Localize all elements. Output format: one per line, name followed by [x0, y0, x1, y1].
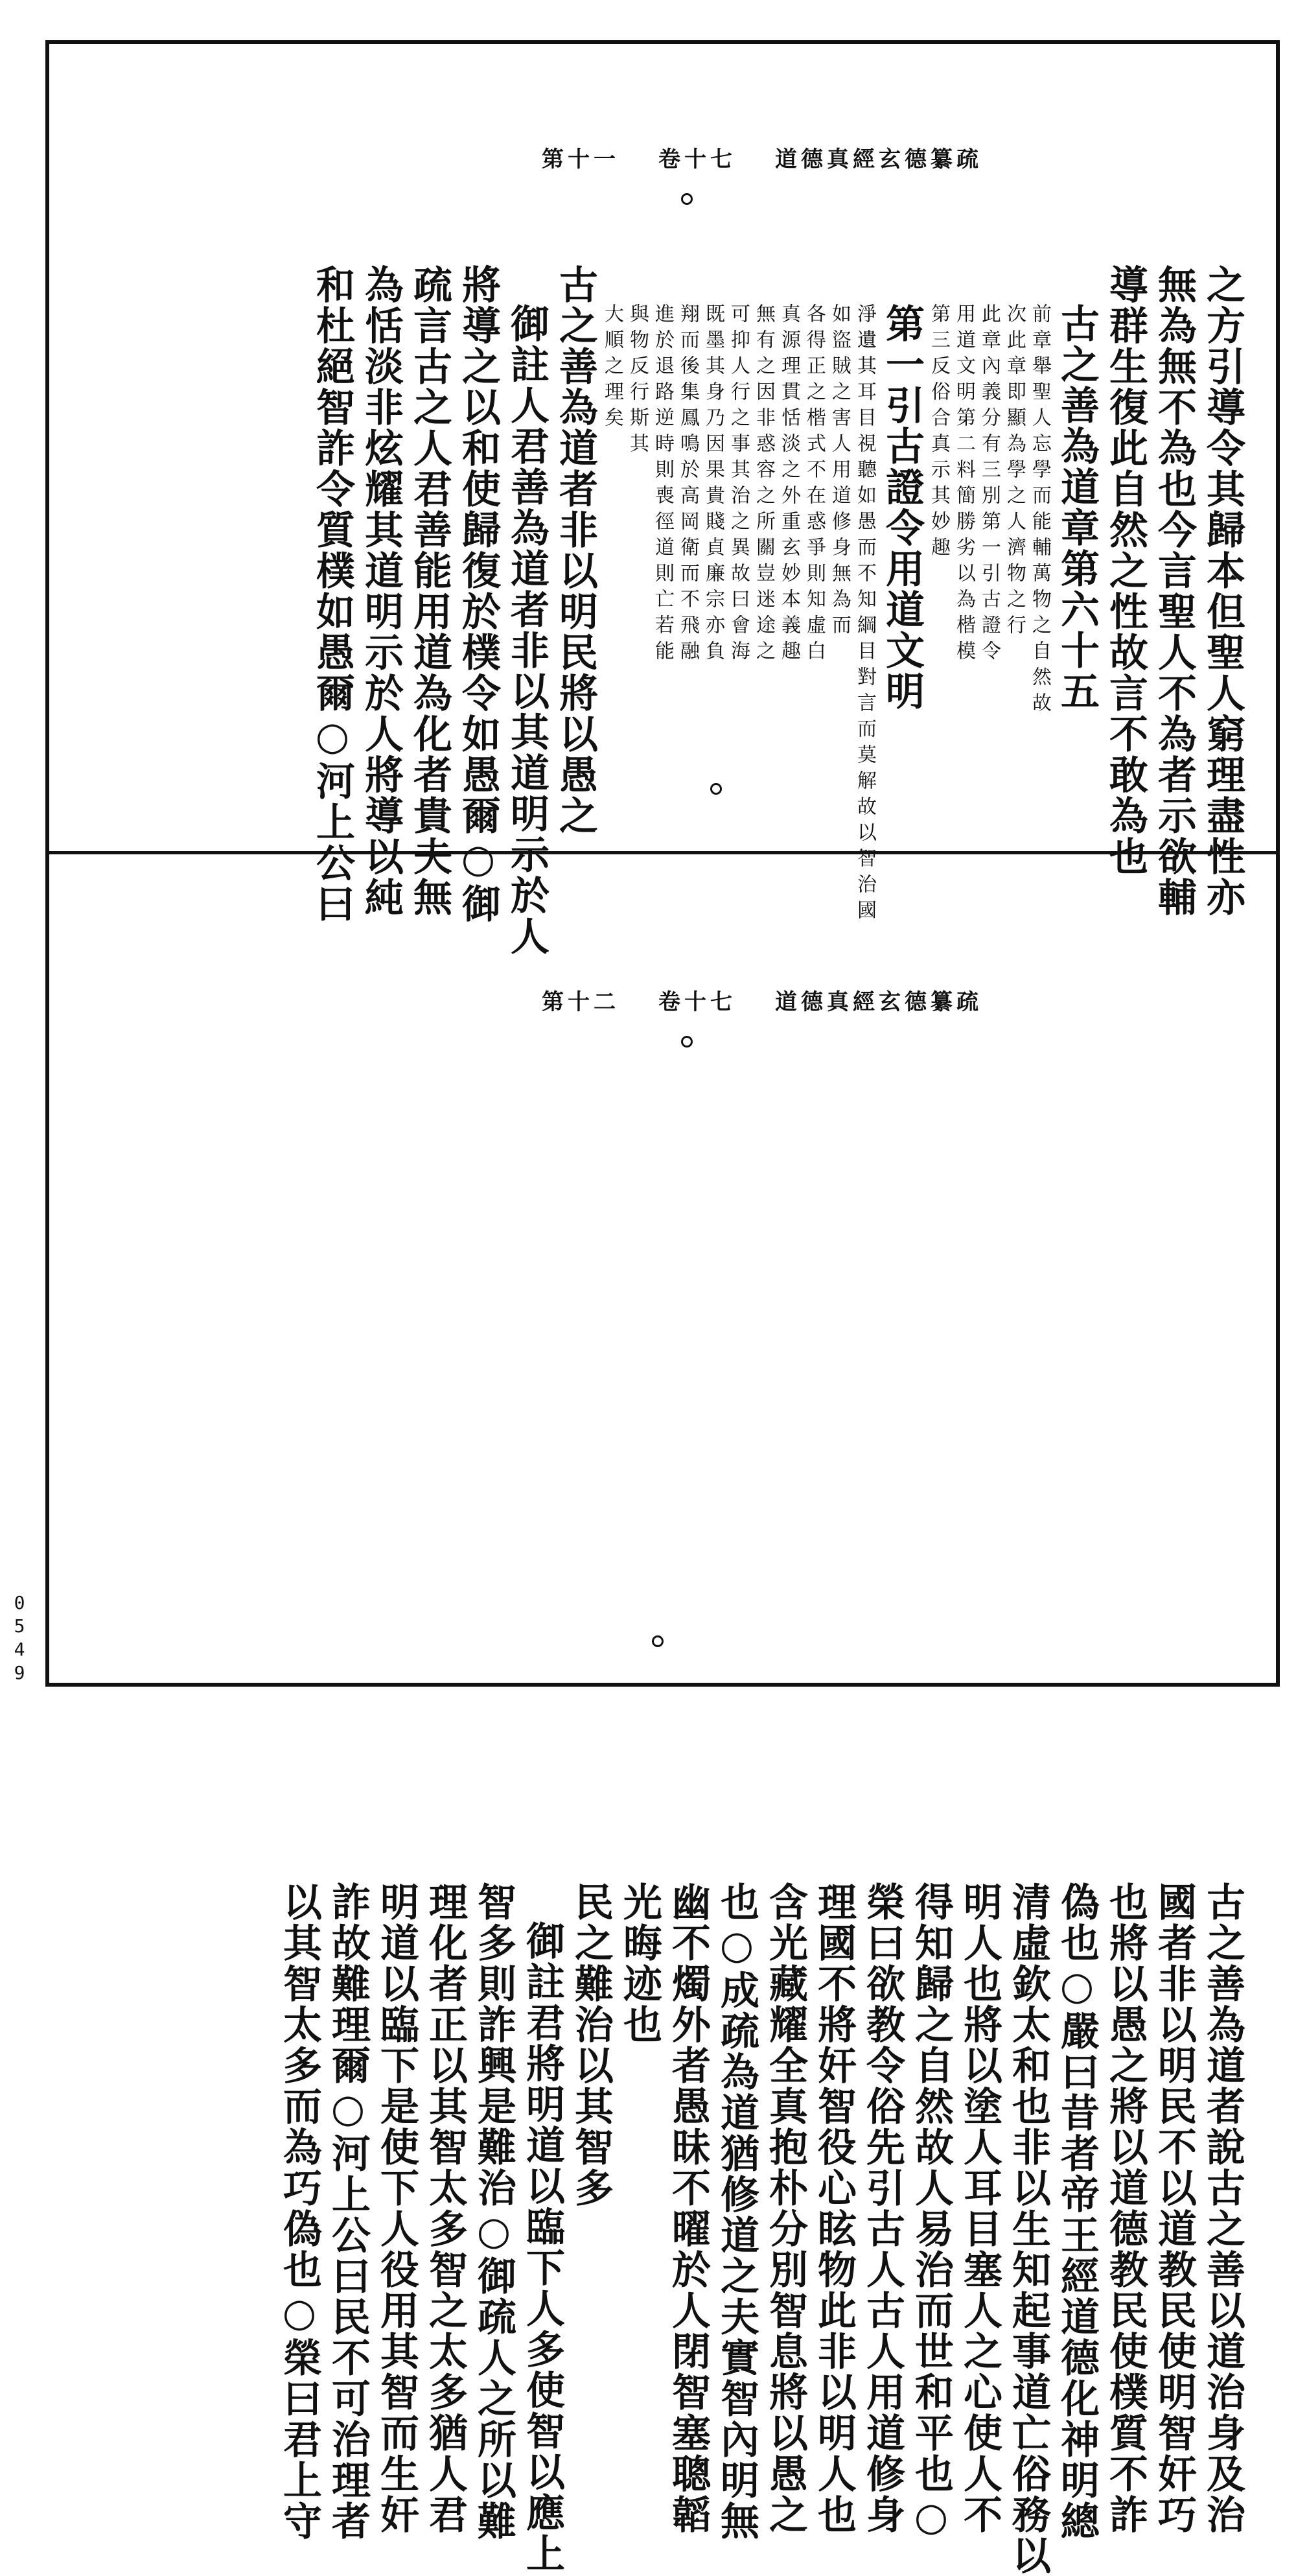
header-title: 道德真經玄德纂疏 [775, 146, 982, 172]
circle-mark [652, 1635, 664, 1647]
commentary-column: 與物反行斯其 [626, 303, 649, 459]
text-column: 古之善為道章第六十五 [1054, 303, 1100, 712]
text-column: 得知歸之自然故人易治而世和平也○ [908, 1882, 954, 2542]
header-page-number: 第十二 [542, 989, 619, 1015]
text-column: 也○成疏為道猶修道之夫實智內明無 [714, 1882, 759, 2542]
text-columns-top [67, 264, 1247, 957]
commentary-column: 第三反俗合真示其妙趣 [927, 303, 950, 563]
text-column: 偽也○嚴曰昔者帝王經道德化神明總 [1054, 1882, 1100, 2542]
header-chapter: 卷十七 [658, 146, 736, 172]
running-header-top [490, 141, 982, 173]
text-column: 榮曰欲教令俗先引古人古人用道修身 [860, 1882, 905, 2535]
text-column: 為恬淡非炫耀其道明示於人將導以純 [358, 264, 404, 918]
text-column: 明道以臨下是使下人役用其智而生奸 [374, 1882, 419, 2535]
text-column: 理化者正以其智太多智之太多猶人君 [422, 1882, 468, 2535]
text-column: 御註君將明道以臨下人多使智以應上 [520, 1921, 565, 2574]
text-column: 無為無不為也今言聖人不為者示欲輔 [1151, 264, 1197, 918]
commentary-column: 淨遺其耳目視聽如愚而不知綱目對言而莫解故以智治國 [853, 303, 876, 926]
page-panel-bottom [49, 851, 1276, 2576]
circle-mark [681, 1036, 693, 1048]
text-column: 御註人君善為道者非以其道明示於人 [504, 303, 550, 957]
commentary-column: 前章舉聖人忘學而能輔萬物之自然故 [1028, 303, 1051, 718]
text-column: 幽不燭外者愚昧不曜於人閉智塞聰韜 [665, 1882, 711, 2535]
commentary-column: 既墨其身乃因果貴賤貞廉宗亦負 [702, 303, 724, 666]
text-column: 和杜絕智詐令質樸如愚爾○河上公曰 [310, 264, 355, 924]
text-column: 清虛欽太和也非以生知起事道亡俗務以 [1006, 1882, 1051, 2576]
text-column: 國者非以明民不以道教民使明智奸巧 [1151, 1882, 1197, 2535]
running-header-bottom [490, 984, 982, 1016]
commentary-column: 各得正之楷式不在惑爭則知虛白 [803, 303, 826, 666]
text-column: 詐故難理爾○河上公曰民不可治理者 [325, 1882, 371, 2542]
commentary-column: 此章內義分有三別第一引古證令 [978, 303, 1001, 666]
page-frame [45, 40, 1280, 2576]
commentary-column: 翔而後集鳳鳴於高岡衛而不飛融 [677, 303, 699, 666]
text-column: 明人也將以塗人耳目塞人之心使人不 [957, 1882, 1002, 2535]
commentary-column: 進於退路逆時則喪徑道則亡若能 [651, 303, 674, 666]
text-column: 第一引古證令用道文明 [879, 303, 925, 712]
text-column: 智多則詐興是難治○御疏人之所以難 [471, 1882, 516, 2542]
text-column: 以其智太多而為巧偽也○榮曰君上守 [277, 1882, 322, 2542]
text-column: 疏言古之人君善能用道為化者貴夫無 [407, 264, 452, 918]
commentary-column: 次此章即顯為學之人濟物之行 [1003, 303, 1026, 640]
header-chapter: 卷十七 [658, 989, 736, 1015]
commentary-column: 用道文明第二料簡勝劣以為楷模 [953, 303, 975, 666]
text-column: 古之善為道者說古之善以道治身及治 [1200, 1882, 1245, 2535]
header-page-number: 第十一 [542, 146, 619, 172]
text-column: 也將以愚之將以道德教民使樸質不詐 [1103, 1882, 1148, 2535]
text-column: 之方引導令其歸本但聖人窮理盡性亦 [1200, 264, 1245, 918]
text-column: 導群生復此自然之性故言不敢為也 [1103, 264, 1148, 877]
circle-mark [681, 193, 693, 205]
text-column: 含光藏耀全真抱朴分別智息將以愚之 [763, 1882, 808, 2535]
text-column: 古之善為道者非以明民將以愚之 [553, 264, 598, 836]
header-title: 道德真經玄德纂疏 [775, 989, 982, 1015]
commentary-column: 大順之理矣 [601, 303, 623, 433]
commentary-column: 真源理貫恬淡之外重玄妙本義趣 [778, 303, 800, 666]
text-column: 民之難治以其智多 [568, 1882, 614, 2208]
page-panel-top [49, 44, 1276, 957]
text-columns-bottom [67, 1882, 1247, 2576]
commentary-column: 可抑人行之事其治之異故曰會海 [727, 303, 750, 666]
folio-number: 0549 [14, 1592, 25, 1683]
text-column: 理國不將奸智役心眩物此非以明人也 [811, 1882, 857, 2535]
commentary-column: 無有之因非惑容之所關豈迷途之 [752, 303, 775, 666]
text-column: 將導之以和使歸復於樸令如愚爾○御 [456, 264, 501, 924]
text-column: 光晦迹也 [617, 1882, 662, 2045]
commentary-column: 如盜賊之害人用道修身無為而 [828, 303, 851, 640]
